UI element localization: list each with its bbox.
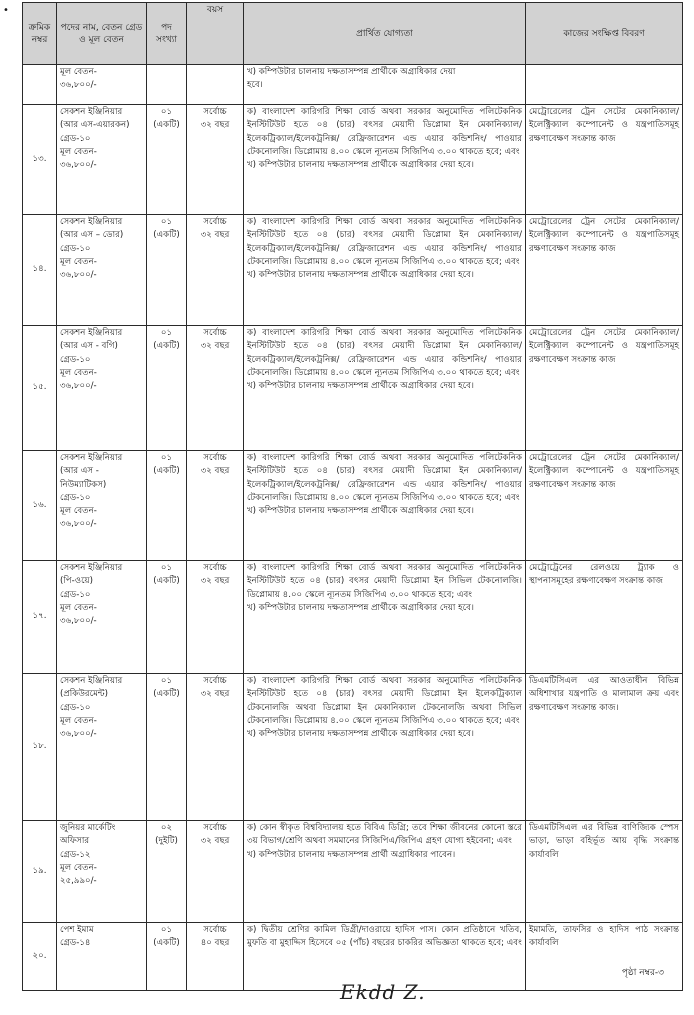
age-line: ৩২ বছর [200, 120, 230, 131]
qualification-item: হবে। [247, 80, 263, 91]
serial-cell: ১৮. [23, 674, 57, 821]
post-line: মূল বেতন- [60, 256, 97, 267]
count-line: (একটি) [153, 576, 180, 587]
count-line: ০১ [160, 676, 173, 686]
post-cell [57, 821, 147, 923]
age-line: ৩২ বছর [200, 466, 230, 477]
post-line: ৩৬,৮০০/- [60, 519, 97, 530]
post-line: মূল বেতন- [60, 367, 97, 378]
qualification-item: খ) কম্পিউটার চালনায় দক্ষতাসম্পন্ন প্রার্থীকে অগ্রাধিকার দেয়া হবে। [247, 506, 474, 517]
qualification-item: খ) কম্পিউটার চালনায় দক্ষতাসম্পন্ন প্রার্থীকে অগ্রাধিকার দেয়া [247, 67, 456, 77]
post-line: গ্রেড-১০ [60, 133, 91, 144]
post-line: গ্রেড-১০ [60, 354, 91, 365]
post-line: গ্রেড-১০ [60, 492, 91, 503]
age-line: সর্বোচ্চ [203, 925, 227, 935]
count-cell [147, 326, 187, 451]
count-line: ০১ [160, 107, 173, 117]
post-line: ৩৬,৮০০/- [60, 381, 97, 392]
post-line: (আর এস – ডোর) [60, 230, 124, 241]
age-line: সর্বোচ্চ [203, 453, 227, 463]
age-cell [187, 561, 244, 674]
margin-dot: • [3, 5, 9, 16]
post-cell [57, 674, 147, 821]
table-row [23, 821, 683, 923]
post-line: মূল বেতন- [60, 146, 97, 157]
post-cell [57, 105, 147, 215]
count-line: ০১ [160, 328, 173, 338]
qualification-item: ক) বাংলাদেশ কারিগরি শিক্ষা বোর্ড অথবা সরকার অনুমোদিত পলিটেকনিক ইনস্টিটিউট হতে ০৪ (চার) বৎসর মেয়াদী ডিপ্লোমা ইন মেকানিক্যাল/ ইলেকট্রিক্যাল/ইলেকট্রনিক্স/ রেফ্রিজারেশন এন্ড এয়ার কন্ডিশনিং/ পাওয়ার টেকনোলজি। ডিপ্লোমায় ৪.০০ স্কেলে ন্যূনতম সিজিপিএ ৩.০০ থাকতে হবে; এবং [247, 107, 522, 157]
qualification-cell [244, 451, 526, 561]
qualification-item: খ) কম্পিউটার চালনায় দক্ষতাসম্পন্ন প্রার্থীকে অগ্রাধিকার দেয়া হবে। [247, 160, 474, 171]
header-age: বয়স [187, 3, 244, 65]
serial-cell: ১৫. [23, 326, 57, 451]
qualification-item: ক) কোন স্বীকৃত বিশ্ববিদ্যালয় হতে বিবিএ ডিগ্রি; তবে শিক্ষা জীবনের কোনো স্তরে ৩য় বিভাগ/শ্রেণি অথবা সমমানের সিজিপিএ/জিপিএ গ্রহণ যোগ্য হইবেনা; এবং [247, 823, 522, 847]
age-line: সর্বোচ্চ [203, 328, 227, 338]
age-line: ৩২ বছর [200, 836, 230, 847]
job-description-cell: মেট্রোরেলের ট্রেন সেটের মেকানিক্যাল/ ইলেক্ট্রিক্যাল কম্পোনেন্ট ও যন্ত্রপাতিসমূহ রক্ষণাবেক্ষণ সংক্রান্ত কাজ [526, 215, 683, 326]
table-row [23, 215, 683, 326]
age-line: সর্বোচ্চ [203, 107, 227, 117]
count-line: (একটি) [153, 938, 180, 949]
age-cell [187, 105, 244, 215]
count-cell [147, 215, 187, 326]
table-row [23, 326, 683, 451]
job-description-cell: মেট্রোরেলের ট্রেন সেটের মেকানিক্যাল/ ইলেক্ট্রিক্যাল কম্পোনেন্ট ও যন্ত্রপাতিসমূহ রক্ষণাবেক্ষণ সংক্রান্ত কাজ [526, 105, 683, 215]
post-line: ৩৬,৮০০/- [60, 160, 97, 171]
age-line: ৩২ বছর [200, 341, 230, 352]
post-line: সেকশন ইঞ্জিনিয়ার [60, 328, 123, 338]
qualification-cell [244, 215, 526, 326]
qualification-item: ক) বাংলাদেশ কারিগরি শিক্ষা বোর্ড অথবা সরকার অনুমোদিত পলিটেকনিক ইনস্টিটিউট হতে ০৪ (চার) বৎসর মেয়াদী ডিপ্লোমা ইন মেকানিক্যাল/ ইলেকট্রিক্যাল/ইলেকট্রনিক্স/ রেফ্রিজারেশন এন্ড এয়ার কন্ডিশনিং/ পাওয়ার টেকনোলজি। ডিপ্লোমায় ৪.০০ স্কেলে ন্যূনতম সিজিপিএ ৩.০০ থাকতে হবে; এবং [247, 328, 522, 378]
post-line: গ্রেড-১০ [60, 243, 91, 254]
serial-cell: ১৯. [23, 821, 57, 923]
count-cell [147, 821, 187, 923]
qualification-item: খ) কম্পিউটার চালনায় দক্ষতাসম্পন্ন প্রার্থীকে অগ্রাধিকার দেয়া হবে। [247, 602, 474, 613]
post-line: মূল বেতন- [60, 506, 97, 517]
post-line: সেকশন ইঞ্জিনিয়ার [60, 453, 123, 463]
qualification-item: খ) কম্পিউটার চালনায় দক্ষতাসম্পন্ন প্রার্থীকে অগ্রাধিকার দেয়া হবে। [247, 381, 474, 392]
job-description-cell: ডিএমটিসিএল এর আওতাধীন বিভিন্ন অধিশাখার যন্ত্রপাতি ও মালামাল ক্রয় এবং রক্ষণাবেক্ষণ সংক্রান্ত কাজ। [526, 674, 683, 821]
age-cell [187, 326, 244, 451]
serial-cell: ২০. [23, 923, 57, 991]
post-line: মূল বেতন- [60, 715, 97, 726]
count-line: (দুইটি) [155, 836, 178, 847]
count-line: (একটি) [153, 230, 180, 241]
qualification-cell [244, 821, 526, 923]
age-cell [187, 674, 244, 821]
post-line: জুনিয়র মার্কেটিং [60, 823, 116, 833]
age-line: সর্বোচ্চ [203, 823, 227, 833]
qualification-cell [244, 65, 526, 105]
count-line: (একটি) [153, 466, 180, 477]
header-post: পদের নাম, বেতন গ্রেড ও মূল বেতন [57, 3, 147, 65]
post-line: পেশ ইমাম [60, 925, 94, 935]
table-body [23, 65, 683, 991]
post-line: গ্রেড-১৪ [60, 938, 91, 949]
job-description-cell: মেট্রোরেলের ট্রেন সেটের মেকানিক্যাল/ ইলেক্ট্রিক্যাল কম্পোনেন্ট ও যন্ত্রপাতিসমূহ রক্ষণাবেক্ষণ সংক্রান্ত কাজ [526, 451, 683, 561]
count-line: ০১ [160, 925, 173, 935]
count-cell [147, 923, 187, 991]
qualification-item: ক) বাংলাদেশ কারিগরি শিক্ষা বোর্ড অথবা সরকার অনুমোদিত পলিটেকনিক ইনস্টিটিউট হতে ০৪ (চার) বৎসর মেয়াদী ডিপ্লোমা ইন ইলেকট্রিক্যাল টেকনোলজি অথবা ডিপ্লোমা ইন মেকানিক্যাল টেকনোলজি অথবা সিভিল টেকনোলজি। ডিপ্লোমায় ৪.০০ স্কেলে ন্যূনতম সিজিপিএ ৩.০০ থাকতে হবে; এবং [247, 676, 522, 726]
serial-cell: ১৭. [23, 561, 57, 674]
post-cell [57, 561, 147, 674]
post-cell [57, 215, 147, 326]
post-line: মূল বেতন- [60, 862, 97, 873]
qualification-cell [244, 561, 526, 674]
qualification-item: ক) বাংলাদেশ কারিগরি শিক্ষা বোর্ড অথবা সরকার অনুমোদিত পলিটেকনিক ইনস্টিটিউট হতে ০৪ (চার) বৎসর মেয়াদী ডিপ্লোমা ইন মেকানিক্যাল/ ইলেকট্রিক্যাল/ইলেকট্রনিক্স/ রেফ্রিজারেশন এন্ড এয়ার কন্ডিশনিং/ পাওয়ার টেকনোলজি। ডিপ্লোমায় ৪.০০ স্কেলে ন্যূনতম সিজিপিএ ৩.০০ থাকতে হবে; এবং [247, 453, 522, 503]
recruitment-table [22, 2, 683, 991]
count-line: ০২ [160, 823, 173, 833]
count-line: ০১ [160, 217, 173, 227]
qualification-item: ক) দ্বিতীয় শ্রেণির কামিল ডিগ্রী/দাওরায়ে হাদিস পাস। কোন প্রতিষ্ঠানে খতিব, মুফতি বা মুহাদ্দিস হিসেবে ০৫ (পাঁচ) বছরের চাকরির অভিজ্ঞতা থাকতে হবে; এবং [247, 925, 522, 949]
age-cell [187, 65, 244, 105]
serial-cell: ১৩. [23, 105, 57, 215]
post-line: গ্রেড-১০ [60, 589, 91, 600]
post-line: সেকশন ইঞ্জিনিয়ার [60, 107, 123, 117]
job-description-cell: ডিএমটিসিএল এর বিভিন্ন বাণিজ্যিক স্পেস ভাড়া, ভাড়া বহির্ভূত আয় বৃদ্ধি সংক্রান্ত কার্যাবলি [526, 821, 683, 923]
age-line: সর্বোচ্চ [203, 217, 227, 227]
qualification-cell [244, 105, 526, 215]
table-header-row [23, 3, 683, 65]
post-line: ৩৬,৮০০/- [60, 80, 97, 91]
table-row [23, 561, 683, 674]
age-cell [187, 215, 244, 326]
table-row [23, 65, 683, 105]
document-page [22, 2, 682, 991]
count-line: (একটি) [153, 120, 180, 131]
job-description-cell: ইমামতি, তাফসির ও হাদিস পাঠ সংক্রান্ত কার্যাবলি [526, 923, 683, 991]
post-cell [57, 326, 147, 451]
qualification-item: ক) বাংলাদেশ কারিগরি শিক্ষা বোর্ড অথবা সরকার অনুমোদিত পলিটেকনিক ইনস্টিটিউট হতে ০৪ (চার) বৎসর মেয়াদী ডিপ্লোমা ইন মেকানিক্যাল/ ইলেকট্রিক্যাল/ইলেকট্রনিক্স/ রেফ্রিজারেশন এন্ড এয়ার কন্ডিশনিং/ পাওয়ার টেকনোলজি। ডিপ্লোমায় ৪.০০ স্কেলে ন্যূনতম সিজিপিএ ৩.০০ থাকতে হবে; এবং [247, 217, 522, 267]
post-line: গ্রেড-১০ [60, 702, 91, 713]
qualification-cell [244, 674, 526, 821]
count-cell [147, 674, 187, 821]
post-cell [57, 65, 147, 105]
count-cell [147, 65, 187, 105]
job-description-cell: মেট্রোট্রেনের রেলওয়ে ট্র্যাক ও স্থাপনাসমূহের রক্ষণাবেক্ষণ সংক্রান্ত কাজ [526, 561, 683, 674]
count-line: ০১ [160, 563, 173, 573]
header-description: কাজের সংক্ষিপ্ত বিবরণ [526, 3, 683, 65]
serial-cell [23, 65, 57, 105]
post-line: (প্রকিউরমেন্ট) [60, 689, 108, 700]
post-line: সেকশন ইঞ্জিনিয়ার [60, 676, 123, 686]
post-line: গ্রেড-১২ [60, 849, 91, 860]
age-line: ৩২ বছর [200, 576, 230, 587]
post-line: ৩৬,৮০০/- [60, 270, 97, 281]
post-line: সেকশন ইঞ্জিনিয়ার [60, 563, 123, 573]
age-line: সর্বোচ্চ [203, 676, 227, 686]
header-count: পদ সংখ্যা [147, 3, 187, 65]
post-line: মূল বেতন- [60, 602, 97, 613]
table-row [23, 105, 683, 215]
page-number: পৃষ্ঠা নম্বর-৩ [621, 968, 664, 978]
age-line: ৩২ বছর [200, 689, 230, 700]
age-line: সর্বোচ্চ [203, 563, 227, 573]
qualification-cell [244, 326, 526, 451]
post-line: অফিসার [60, 836, 90, 847]
post-line: ৩৬,৮০০/- [60, 616, 97, 627]
age-line: ৪০ বছর [200, 938, 230, 949]
post-line: (আর এস - [60, 466, 99, 477]
signature: Ekdd Z. [340, 980, 426, 1004]
qualification-item: ক) বাংলাদেশ কারিগরি শিক্ষা বোর্ড অথবা সরকার অনুমোদিত পলিটেকনিক ইনস্টিটিউট হতে ০৪ (চার) বৎসর মেয়াদী ডিপ্লোমা ইন সিভিল টেকনোলজি। ডিপ্লোমায় ৪.০০ স্কেলে ন্যূনতম সিজিপিএ ৩.০০ থাকতে হবে; এবং [247, 563, 522, 600]
post-cell [57, 451, 147, 561]
post-line: ৩৬,৮০০/- [60, 729, 97, 740]
qualification-item: খ) কম্পিউটার চালনায় দক্ষতাসম্পন্ন প্রার্থী অগ্রাধিকার পাবেন। [247, 849, 456, 860]
count-cell [147, 105, 187, 215]
serial-cell: ১৬. [23, 451, 57, 561]
post-line: ২৫,৯৯০/- [60, 876, 97, 887]
job-description-cell: মেট্রোরেলের ট্রেন সেটের মেকানিক্যাল/ ইলেক্ট্রিক্যাল কম্পোনেন্ট ও যন্ত্রপাতিসমূহ রক্ষণাবেক্ষণ সংক্রান্ত কাজ [526, 326, 683, 451]
post-line: মূল বেতন- [60, 67, 97, 77]
post-line: সেকশন ইঞ্জিনিয়ার [60, 217, 123, 227]
serial-cell: ১৪. [23, 215, 57, 326]
age-cell [187, 821, 244, 923]
post-line: (আর এস - বগি) [60, 341, 118, 352]
count-line: (একটি) [153, 341, 180, 352]
qualification-item: খ) কম্পিউটার চালনায় দক্ষতাসম্পন্ন প্রার্থীকে অগ্রাধিকার দেয়া হবে। [247, 729, 474, 740]
count-cell [147, 451, 187, 561]
table-row [23, 674, 683, 821]
count-line: ০১ [160, 453, 173, 463]
header-serial: ক্রমিক নম্বর [23, 3, 57, 65]
qualification-item: খ) কম্পিউটার চালনায় দক্ষতাসম্পন্ন প্রার্থীকে অগ্রাধিকার দেয়া হবে। [247, 270, 474, 281]
age-cell [187, 923, 244, 991]
job-description-cell [526, 65, 683, 105]
post-cell [57, 923, 147, 991]
count-cell [147, 561, 187, 674]
post-line: নিউম্যাটিকস) [60, 479, 107, 490]
post-line: (আর এস-এয়ারকন) [60, 120, 130, 131]
age-cell [187, 451, 244, 561]
age-line: ৩২ বছর [200, 230, 230, 241]
table-row [23, 451, 683, 561]
header-qualification: প্রার্থিত যোগ্যতা [244, 3, 526, 65]
count-line: (একটি) [153, 689, 180, 700]
post-line: (পি-ওয়ে) [60, 576, 93, 587]
